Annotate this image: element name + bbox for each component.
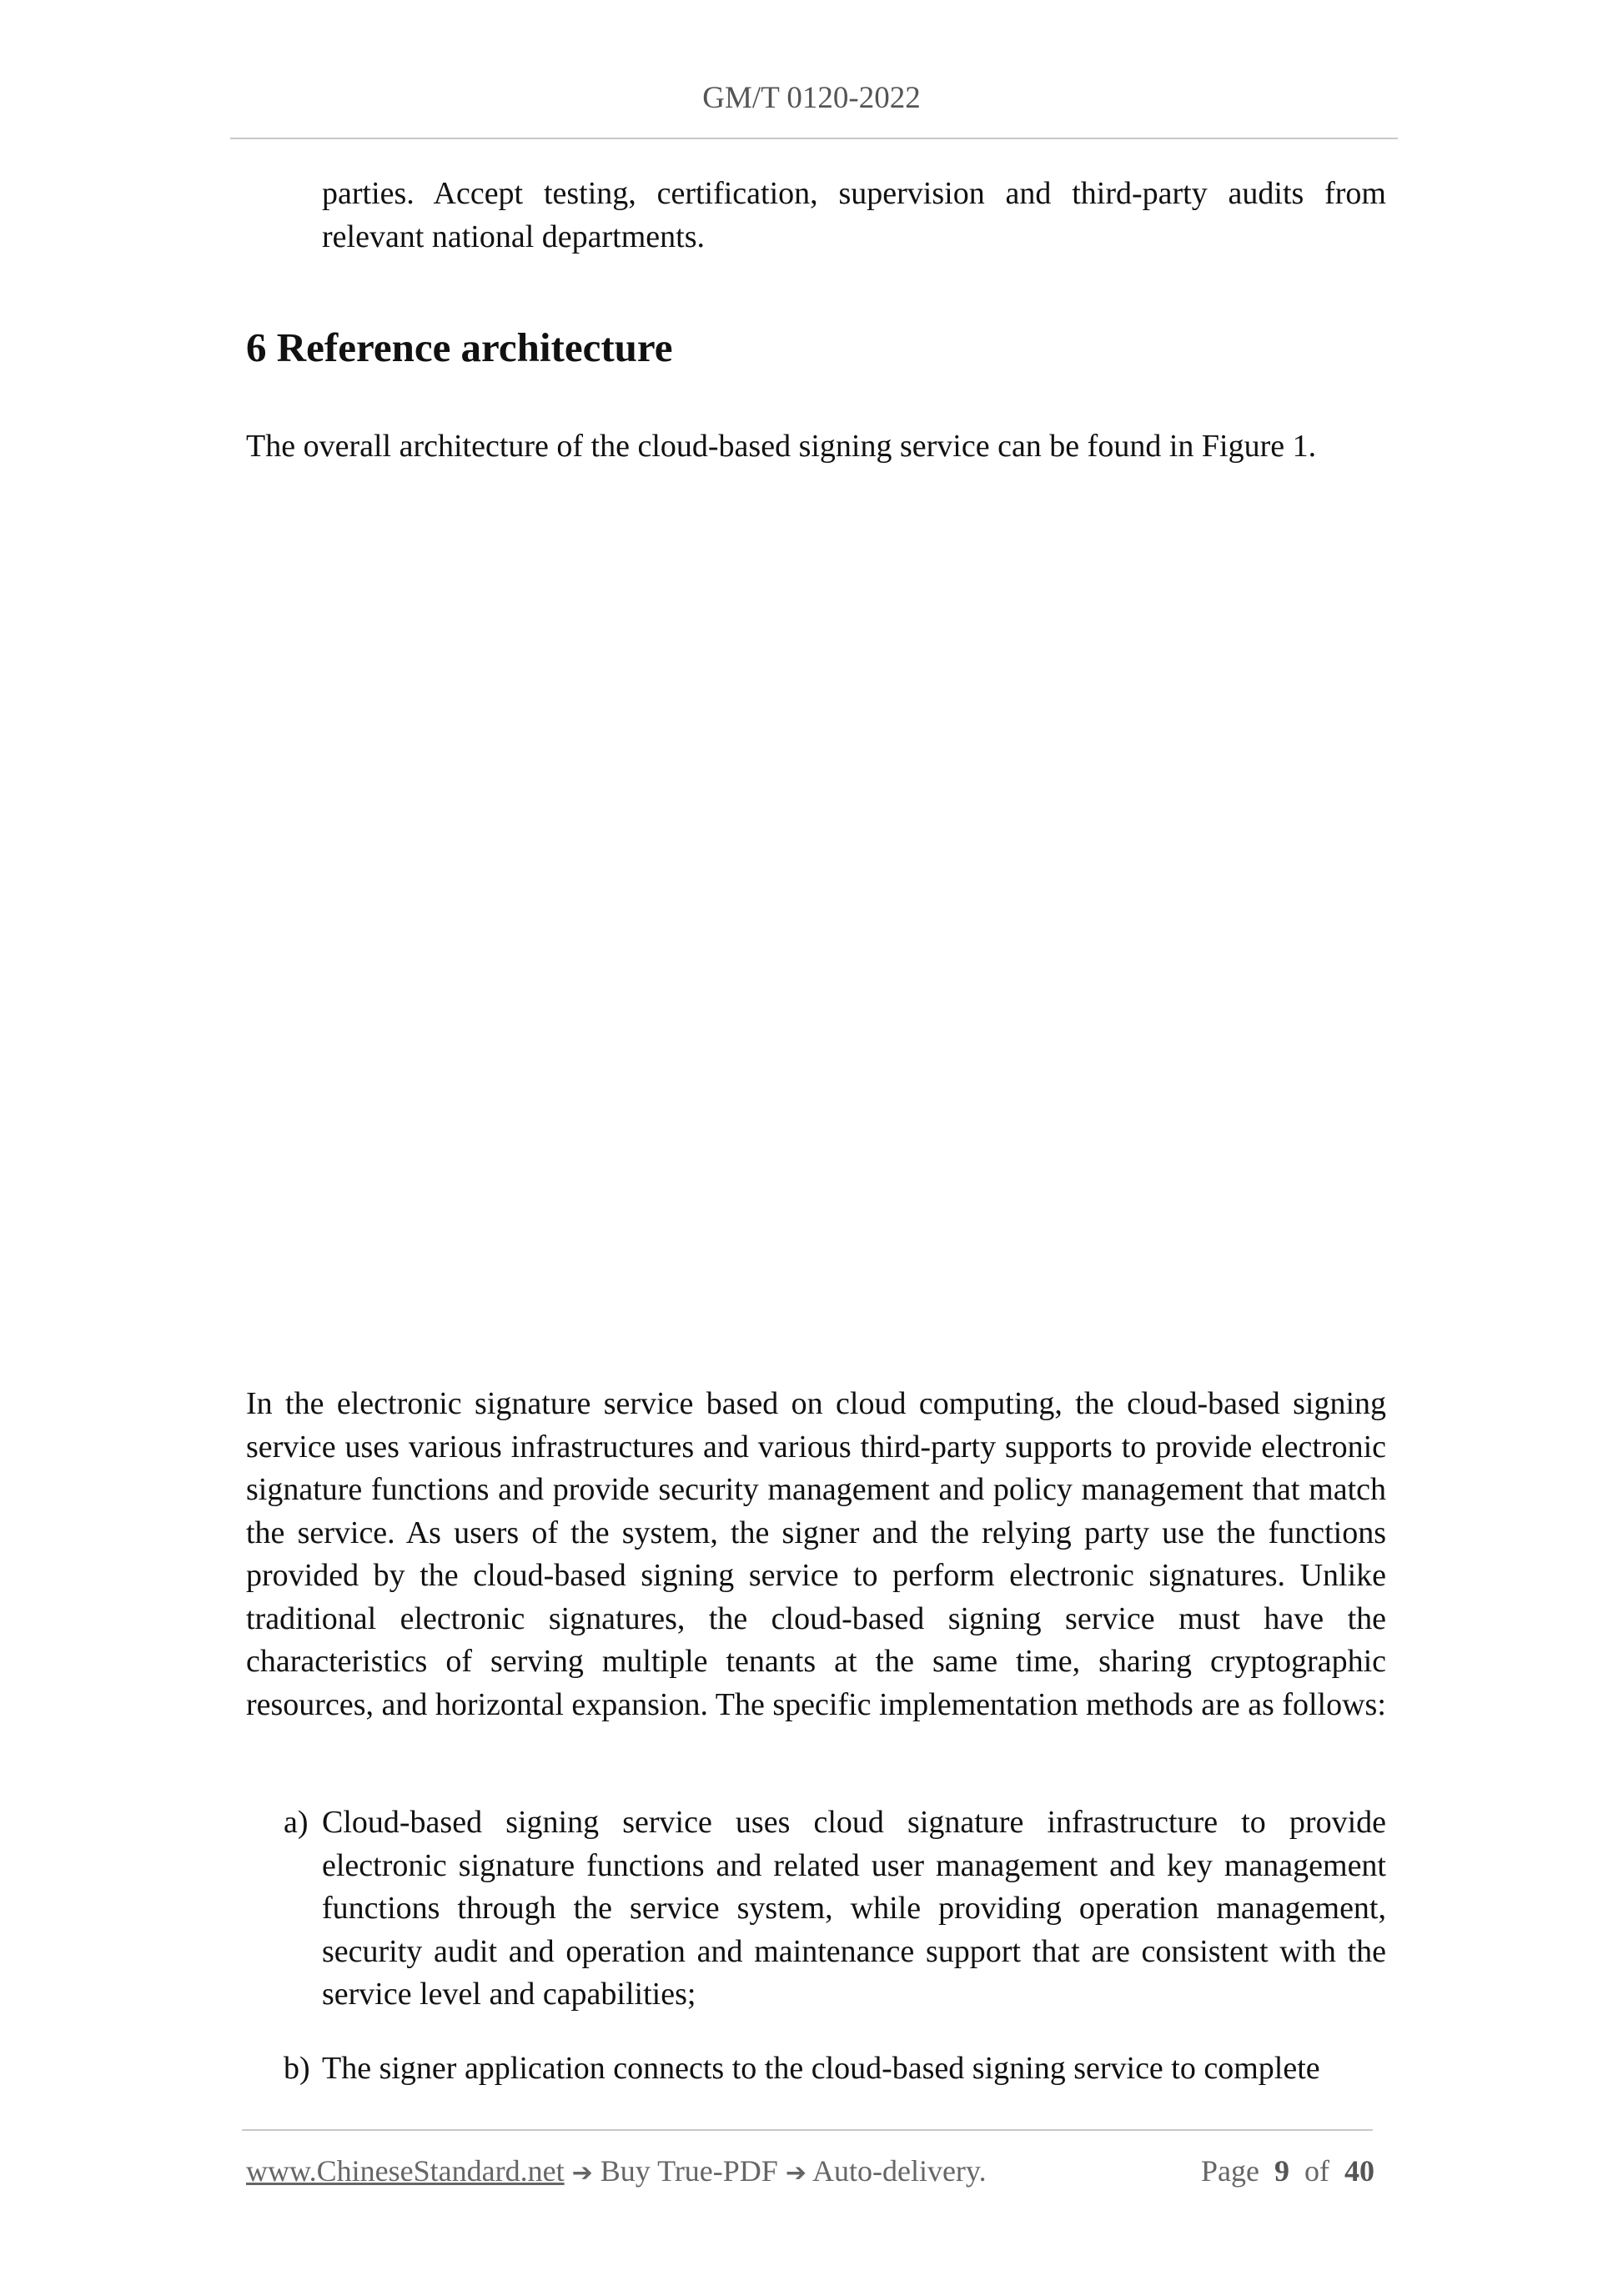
right-arrow-icon: ➔ xyxy=(571,2158,593,2188)
page-current: 9 xyxy=(1274,2154,1289,2188)
list-item-text: Cloud-based signing service uses cloud signature infrastructure to provide electronic signature functions and related user management and key management functions through the service system, while providing operation management, security audit and operation and maintenance support that are consistent with the service level and capabilities; xyxy=(322,1805,1386,2012)
list-item-b xyxy=(284,2047,1386,2091)
delivery-text: Auto-delivery. xyxy=(812,2154,987,2188)
intro-paragraph: The overall architecture of the cloud-based signing service can be found in Figure 1. xyxy=(246,429,1317,464)
page-total: 40 xyxy=(1344,2154,1374,2188)
footer-divider xyxy=(242,2129,1373,2131)
site-link[interactable]: www.ChineseStandard.net xyxy=(246,2154,565,2188)
page-word: Page xyxy=(1201,2154,1259,2188)
list-item-a xyxy=(284,1801,1386,2017)
page-number xyxy=(1201,2153,1374,2188)
continuation-paragraph: parties. Accept testing, certification, supervision and third-party audits from relevant national departments. xyxy=(322,176,1386,254)
buy-text: Buy True-PDF xyxy=(600,2154,778,2188)
list-marker: a) xyxy=(284,1805,309,1840)
running-header: GM/T 0120-2022 xyxy=(702,81,921,115)
figure-placeholder xyxy=(246,500,1386,1359)
main-paragraph: In the electronic signature service based on cloud computing, the cloud-based signing service uses various infrastructures and various third-party supports to provide electronic signature functions and provide security management and policy management that match the service. As users of the system, the signer and the relying party use the functions provided by the cloud-based signing service to perform electronic signatures. Unlike traditional electronic signatures, the cloud-based signing service must have the characteristics of serving multiple tenants at the same time, sharing cryptographic resources, and horizontal expansion. The specific implementation methods are as follows: xyxy=(246,1386,1386,1722)
list-item-text: The signer application connects to the cloud-based signing service to complete xyxy=(322,2051,1320,2086)
list-marker: b) xyxy=(284,2051,310,2086)
right-arrow-icon: ➔ xyxy=(785,2158,806,2188)
header-divider xyxy=(230,138,1398,139)
section-heading: 6 Reference architecture xyxy=(246,324,673,370)
page-of: of xyxy=(1304,2154,1329,2188)
footer-promo xyxy=(246,2153,987,2188)
